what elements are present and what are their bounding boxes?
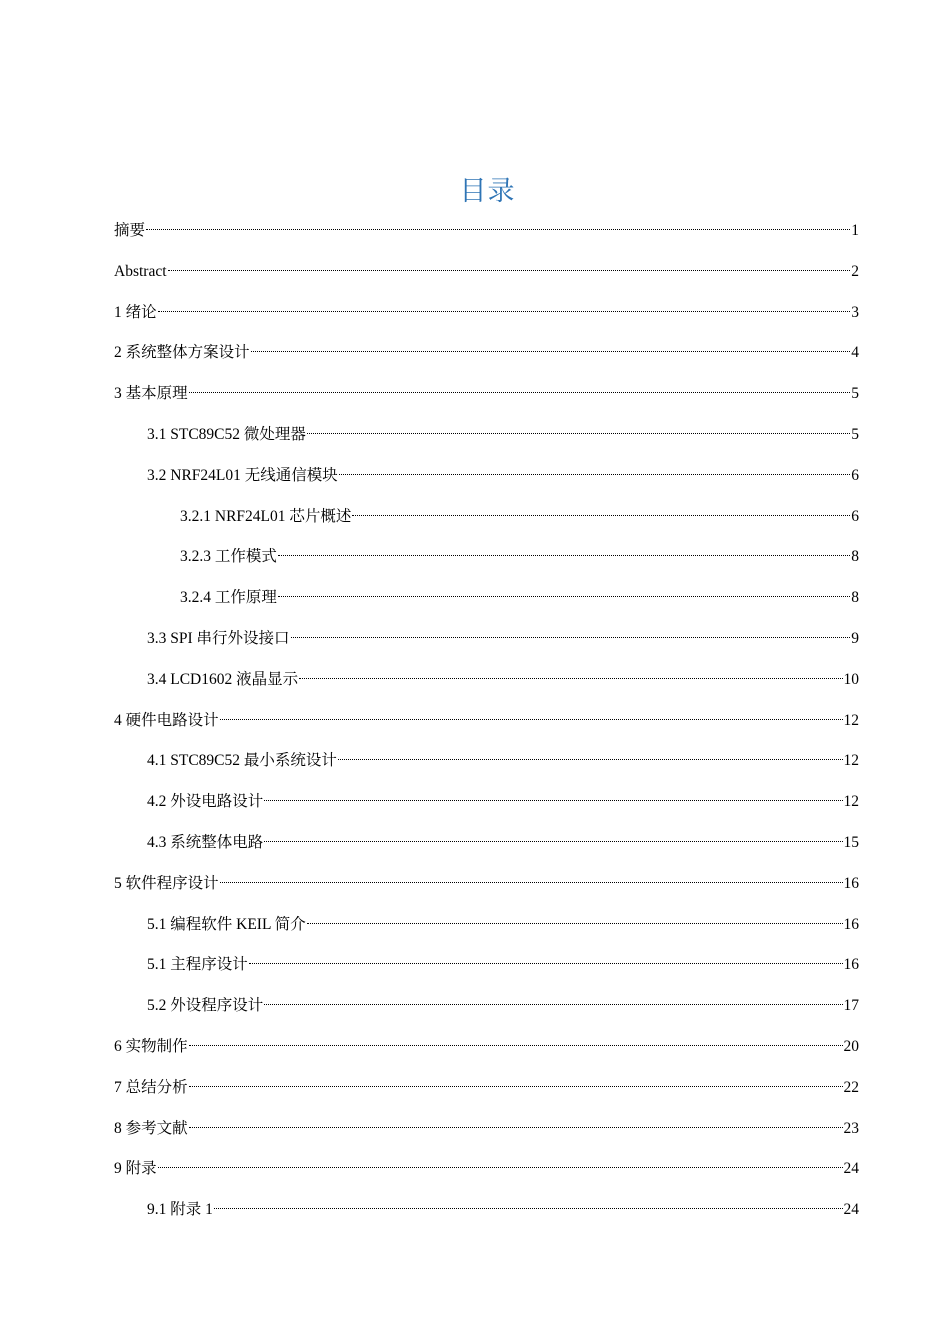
- toc-dot-leader: [291, 619, 851, 643]
- toc-entry-page-number: 2: [851, 262, 859, 280]
- toc-entry-label: 3.2.1 NRF24L01 芯片概述: [180, 507, 352, 525]
- toc-dot-leader: [146, 211, 850, 235]
- toc-entry-page-number: 8: [851, 548, 859, 566]
- toc-entry-page-number: 8: [851, 589, 859, 607]
- toc-entry[interactable]: [147, 415, 859, 443]
- toc-entry[interactable]: [114, 864, 859, 892]
- toc-entry[interactable]: [147, 782, 859, 811]
- toc-entry-label: 5 软件程序设计: [114, 874, 219, 892]
- toc-entry-page-number: 22: [843, 1078, 859, 1096]
- toc-entry-label: 5.2 外设程序设计: [147, 997, 264, 1015]
- toc-entry[interactable]: [147, 905, 859, 933]
- toc-entry[interactable]: [114, 1027, 859, 1055]
- toc-entry[interactable]: [147, 823, 859, 851]
- toc-entry-label: 1 绪论: [114, 303, 157, 321]
- toc-dot-leader: [189, 1027, 843, 1051]
- toc-entry-label: 9.1 附录 1: [147, 1201, 213, 1219]
- toc-entry-page-number: 4: [851, 344, 859, 362]
- toc-entry[interactable]: [180, 537, 859, 566]
- toc-entry-label: 摘要: [114, 222, 146, 239]
- toc-entry-page-number: 16: [843, 915, 859, 933]
- toc-entry-label: 5.1 编程软件 KEIL 简介: [147, 915, 306, 933]
- toc-dot-leader: [307, 415, 850, 439]
- toc-entry-page-number: 10: [843, 670, 859, 688]
- toc-entry-label: 7 总结分析: [114, 1078, 188, 1096]
- toc-title: 目录: [459, 176, 516, 207]
- toc-entry-label: 4.3 系统整体电路: [147, 834, 264, 851]
- toc-entry-label: Abstract: [114, 262, 167, 280]
- toc-entry-page-number: 15: [843, 834, 859, 851]
- toc-dot-leader: [307, 905, 843, 929]
- toc-entry-page-number: 23: [843, 1119, 859, 1137]
- toc-entry[interactable]: [180, 578, 859, 607]
- toc-dot-leader: [352, 497, 850, 521]
- toc-entry-page-number: 24: [843, 1160, 859, 1178]
- toc-entry-label: 4.1 STC89C52 最小系统设计: [147, 752, 337, 770]
- toc-entry[interactable]: [114, 211, 859, 239]
- toc-entry[interactable]: [114, 701, 859, 729]
- toc-entry-label: 2 系统整体方案设计: [114, 344, 250, 362]
- toc-dot-leader: [158, 1149, 843, 1173]
- toc-dot-leader: [264, 823, 842, 847]
- toc-dot-leader: [299, 660, 842, 684]
- toc-dot-leader: [278, 537, 850, 561]
- toc-entry[interactable]: [114, 333, 859, 362]
- toc-entry-page-number: 6: [851, 466, 859, 484]
- toc-entry-page-number: 24: [843, 1201, 859, 1219]
- toc-entry-page-number: 5: [851, 426, 859, 443]
- toc-entry-label: 3.2.3 工作模式: [180, 548, 277, 566]
- toc-entry-label: 5.1 主程序设计: [147, 956, 248, 974]
- toc-entry-label: 3.2 NRF24L01 无线通信模块: [147, 466, 338, 484]
- toc-entry-page-number: 17: [843, 997, 859, 1015]
- toc-entry-label: 9 附录: [114, 1160, 157, 1178]
- toc-entry-label: 3.1 STC89C52 微处理器: [147, 426, 306, 443]
- toc-entry-page-number: 12: [843, 752, 859, 770]
- toc-entry-label: 4 硬件电路设计: [114, 711, 219, 729]
- toc-entry-page-number: 5: [851, 385, 859, 403]
- toc-dot-leader: [158, 293, 851, 317]
- toc-entry[interactable]: [114, 293, 859, 321]
- toc-dot-leader: [278, 578, 850, 602]
- toc-entry[interactable]: [147, 986, 859, 1015]
- toc-dot-leader: [264, 782, 842, 806]
- toc-dot-leader: [168, 252, 851, 276]
- toc-entry[interactable]: [114, 374, 859, 403]
- toc-entry[interactable]: [147, 1190, 859, 1219]
- toc-entry-page-number: 20: [843, 1038, 859, 1055]
- toc-entry-label: 3.2.4 工作原理: [180, 589, 277, 607]
- toc-entry[interactable]: [114, 1109, 859, 1137]
- toc-entry[interactable]: [114, 1149, 859, 1178]
- toc-entry-page-number: 16: [843, 874, 859, 892]
- toc-entry-page-number: 1: [851, 222, 859, 239]
- toc-dot-leader: [338, 741, 843, 765]
- toc-dot-leader: [251, 333, 851, 357]
- toc-entry-page-number: 9: [851, 630, 859, 647]
- toc-entry[interactable]: [114, 1068, 859, 1096]
- toc-entry-page-number: 12: [843, 711, 859, 729]
- toc-dot-leader: [189, 1109, 843, 1133]
- toc-dot-leader: [214, 1190, 843, 1214]
- toc-dot-leader: [339, 456, 851, 480]
- toc-dot-leader: [189, 1068, 843, 1092]
- toc-entry[interactable]: [147, 660, 859, 688]
- toc-entry[interactable]: [180, 497, 859, 525]
- toc-entry-label: 3.3 SPI 串行外设接口: [147, 630, 290, 647]
- toc-dot-leader: [189, 374, 851, 398]
- toc-entry[interactable]: [114, 252, 859, 280]
- toc-entry[interactable]: [147, 619, 859, 647]
- toc-entry[interactable]: [147, 945, 859, 974]
- toc-dot-leader: [220, 864, 843, 888]
- toc-entry-label: 6 实物制作: [114, 1038, 188, 1055]
- toc-entry-label: 3 基本原理: [114, 385, 188, 403]
- toc-entry[interactable]: [147, 741, 859, 770]
- toc-dot-leader: [249, 945, 843, 969]
- toc-entry-page-number: 16: [843, 956, 859, 974]
- toc-entry-page-number: 6: [851, 507, 859, 525]
- toc-dot-leader: [264, 986, 842, 1010]
- toc-dot-leader: [220, 701, 843, 725]
- toc-entry-label: 4.2 外设电路设计: [147, 793, 264, 811]
- toc-entry-page-number: 3: [851, 303, 859, 321]
- toc-entry-page-number: 12: [843, 793, 859, 811]
- toc-entry-label: 8 参考文献: [114, 1119, 188, 1137]
- toc-entry-label: 3.4 LCD1602 液晶显示: [147, 670, 299, 688]
- toc-entry[interactable]: [147, 456, 859, 484]
